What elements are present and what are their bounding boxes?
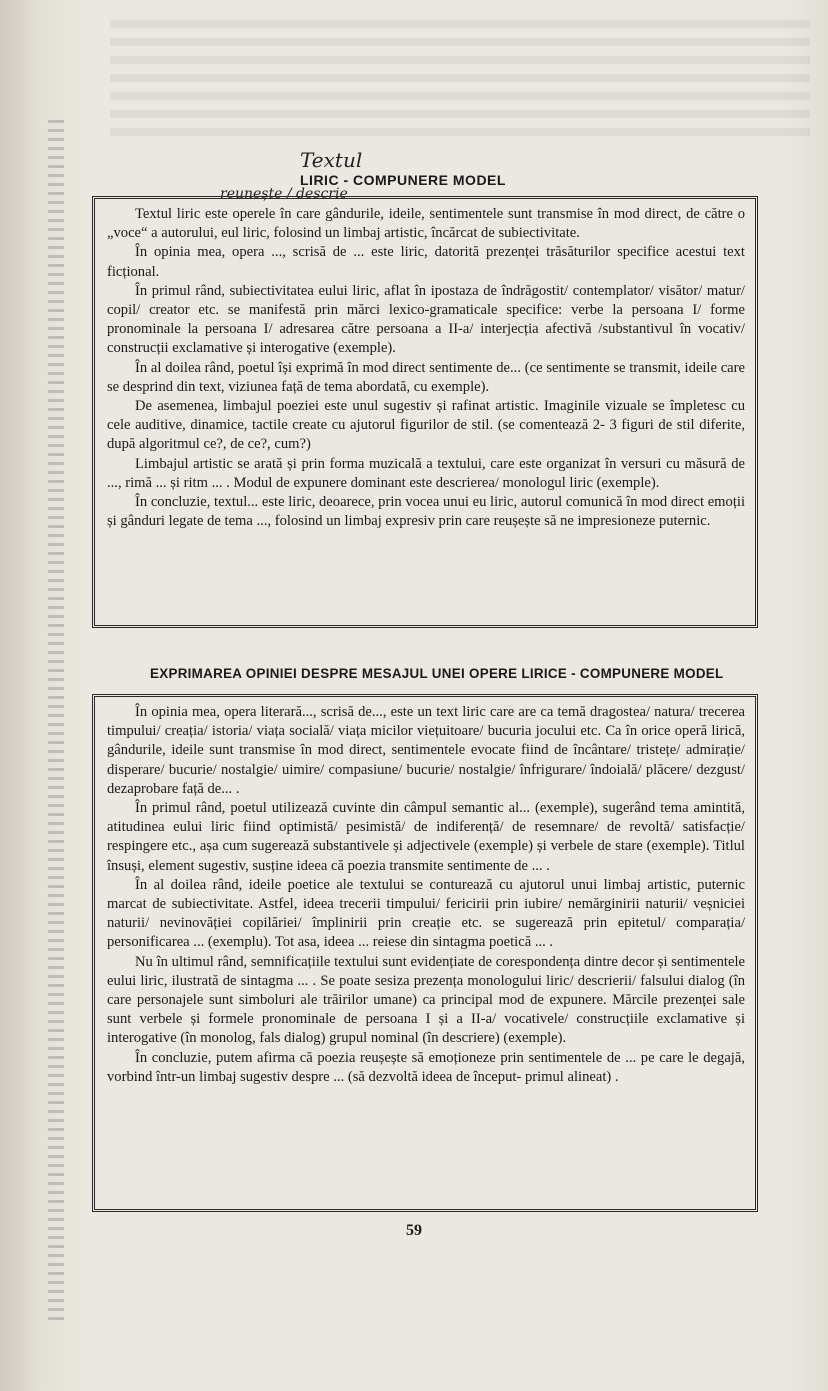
section1-paragraph: Textul liric este operele în care gândurile, ideile, sentimentele sunt transmise în mod direct, de către o „voce“ a autorului, eul liric, folosind un limbaj artistic, încărcat de subiectivitate. xyxy=(107,206,745,242)
page-binding-edge xyxy=(48,120,64,1320)
faded-bleed-through-text xyxy=(110,20,810,140)
section2-paragraph: În concluzie, putem afirma că poezia reușește să emoționeze prin sentimentele de ... pe care le degajă, vorbind într-un limbaj sugestiv despre ... (să dezvoltă ideea de început- primul alineat) . xyxy=(107,1049,745,1085)
section1-paragraph: În primul rând, subiectivitatea eului liric, aflat în ipostaza de îndrăgostit/ contemplator/ visător/ matur/ copil/ creator etc. se manifestă prin mărci lexico-gramaticale specifice: verbe la persoana I/ forme pronominale la persoana I/ adresarea către persoana a II-a/ interjecția afectivă /substantivul în vocativ/ construcții exclamative și interogative (exemple). xyxy=(107,282,745,357)
section2-paragraph: În primul rând, poetul utilizează cuvinte din câmpul semantic al... (exemple), sugerând tema amintită, atitudinea eului liric fiind optimistă/ pesimistă/ de indiferență/ de resemnare/ de revoltă/ satisfacție/ respingere etc., așa cum sugerează substantivele și adjectivele (exemple) și verbele de stare (exemple). Titlul însuși, element sugestiv, susține ideea că poezia transmite sentimente de ... . xyxy=(107,800,745,874)
section2-paragraph: Nu în ultimul rând, semnificațiile textului sunt evidențiate de corespondența dintre decor și sentimentele eului liric, ilustrată de sintagma ... . Se poate sesiza prezența monologului liric/ descrierii/ falsului dialog (în care personajele sunt simboluri ale trăirilor umane) ca principal mod de expunere. Mărcile prezenței sale sunt verbele și formele pronominale de persoana I și a II-a/ vocativele/ construcțiile exclamative și interogative (în monolog, fals dialog) grupul nominal (în descriere) (exemple). xyxy=(107,953,745,1047)
handwritten-note-left: reunește / descrie xyxy=(220,186,348,202)
section1-paragraph: În concluzie, textul... este liric, deoarece, prin vocea unui eu liric, autorul comunică în mod direct emoții și gânduri legate de tema ..., folosind un limbaj expresiv prin care reușește să ne impresioneze puternic. xyxy=(107,494,745,530)
section1-paragraph: Limbajul artistic se arată și prin forma muzicală a textului, care este organizat în versuri cu măsură de ..., rimă ... și ritm ... . Modul de expunere dominant este descrierea/ monologul liric (exemple). xyxy=(107,455,745,491)
handwritten-note-top: Textul xyxy=(300,148,363,172)
section1-paragraph: În opinia mea, opera ..., scrisă de ... este liric, datorită prezenței trăsăturilor specifice acestui text ficțional. xyxy=(107,244,745,280)
page-number: 59 xyxy=(406,1222,422,1239)
section1-paragraph: În al doilea rând, poetul își exprimă în mod direct sentimente de... (ce sentimente se transmit, ideile care se desprind din text, viziunea față de tema abordată, cu exemple). xyxy=(107,359,745,395)
section2-paragraph: În opinia mea, opera literară..., scrisă de..., este un text liric care are ca temă dragostea/ natura/ trecerea timpului/ creația/ istoria/ viața socială/ viața micilor viețuitoare/ bucuria jocului etc. Ca în orice operă lirică, gândurile, ideile sunt transmise în mod direct, sentimentele evocate fiind de încântare/ tristețe/ admirație/ disperare/ bucurie/ nostalgie/ uimire/ compasiune/ bucurie/ nostalgie/ înfrigurare/ îndoială/ plăcere/ dezgust/ dezaprobare față de... . xyxy=(107,704,745,797)
section2-box xyxy=(92,694,758,1212)
section2-title: EXPRIMAREA OPINIEI DESPRE MESAJUL UNEI OPERE LIRICE - COMPUNERE MODEL xyxy=(150,666,724,681)
section1-box xyxy=(92,196,758,628)
section1-title: LIRIC - COMPUNERE MODEL xyxy=(300,172,506,188)
section2-paragraph: În al doilea rând, ideile poetice ale textului se conturează cu ajutorul unui limbaj artistic, puternic marcat de subiectivitate. Astfel, ideea trecerii timpului/ fericirii prin iubire/ nemărginirii naturii/ veșniciei naturii/ nevinovăției copilăriei/ împlinirii prin creație etc. se sugerează prin epitetul/ comparația/ personificarea ... (exemplu). Tot asa, ideea ... reiese din sintagma poetică ... . xyxy=(107,876,745,951)
section1-paragraph: De asemenea, limbajul poeziei este unul sugestiv și rafinat artistic. Imaginile vizuale se împletesc cu cele auditive, dinamice, tactile create cu ajutorul figurilor de stil. (se comentează 2- 3 figuri de stil diferite, după algoritmul ce?, de ce?, cum?) xyxy=(107,398,745,453)
